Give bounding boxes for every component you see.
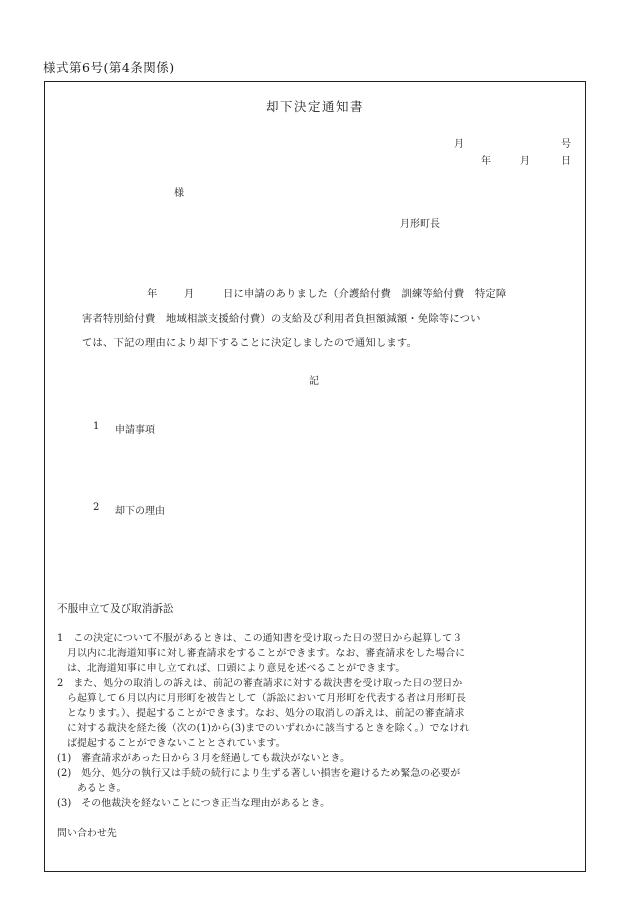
objection-line: に対する裁決を経た後（次の(1)から(3)までのいずれかに該当するときを除く。）でなけれ [57, 723, 470, 734]
body-year: 年 [147, 288, 158, 300]
date-year: 年 [481, 156, 491, 167]
objection-subitem: (3) その他裁決を経ないことにつき正当な理由があるとき。 [57, 798, 331, 809]
contact-heading: 問い合わせ先 [57, 828, 117, 839]
addressee-suffix: 様 [174, 188, 184, 199]
objection-subitem: (2) 処分、処分の執行又は手続の続行により生ずる著しい損害を避けるため緊急の必要が [57, 768, 461, 779]
objection-line: は、北海道知事に申し立てれば、口頭により意見を述べることができます。 [57, 663, 406, 674]
objection-line: ば提起することができないこととされています。 [57, 738, 286, 749]
item-2-number: 2 [93, 502, 100, 513]
issuer-name: 月形町長 [400, 219, 440, 230]
objection-line: 月以内に北海道知事に対し審査請求をすることができます。なお、審査請求をした場合に [57, 648, 466, 659]
body-line-2: 害者特別給付費 地域相談支援給付費）の支給及び利用者負担額減額・免除等につい [82, 313, 481, 325]
doc-number-suffix: 号 [561, 139, 571, 150]
objection-subitem: あるとき。 [57, 783, 127, 794]
objection-subitem: (1) 審査請求があった日から３月を経過しても裁決がないとき。 [57, 753, 351, 764]
form-number-label: 様式第6号(第4条関係) [43, 60, 175, 75]
body-line-1: 日に申請のありました（介護給付費 訓練等給付費 特定障 [223, 288, 507, 300]
date-month: 月 [520, 156, 530, 167]
ki-marker: 記 [309, 376, 319, 387]
item-1-number: 1 [93, 421, 100, 432]
objection-line: 1 この決定について不服があるときは、この通知書を受け取った日の翌日から起算して３ [57, 633, 463, 644]
date-day: 日 [561, 156, 571, 167]
objection-line: となります。）、提起することができます。なお、処分の取消しの訴えは、前記の審査請求 [57, 708, 465, 719]
objection-heading: 不服申立て及び取消訴訟 [57, 603, 174, 615]
notice-frame [44, 81, 586, 872]
doc-number-month: 月 [454, 139, 464, 150]
item-2-label: 却下の理由 [115, 506, 165, 517]
objection-line: 2 また、処分の取消しの訴えは、前記の審査請求に対する裁決書を受け取った日の翌日か [57, 678, 463, 689]
item-1-label: 申請事項 [115, 425, 155, 436]
body-line-3: ては、下記の理由により却下することに決定しましたので通知します。 [82, 337, 418, 349]
body-month: 月 [184, 288, 195, 300]
objection-line: ら起算して６月以内に月形町を被告として（訴訟において月形町を代表する者は月形町長 [57, 693, 466, 704]
document-title: 却下決定通知書 [265, 99, 364, 114]
